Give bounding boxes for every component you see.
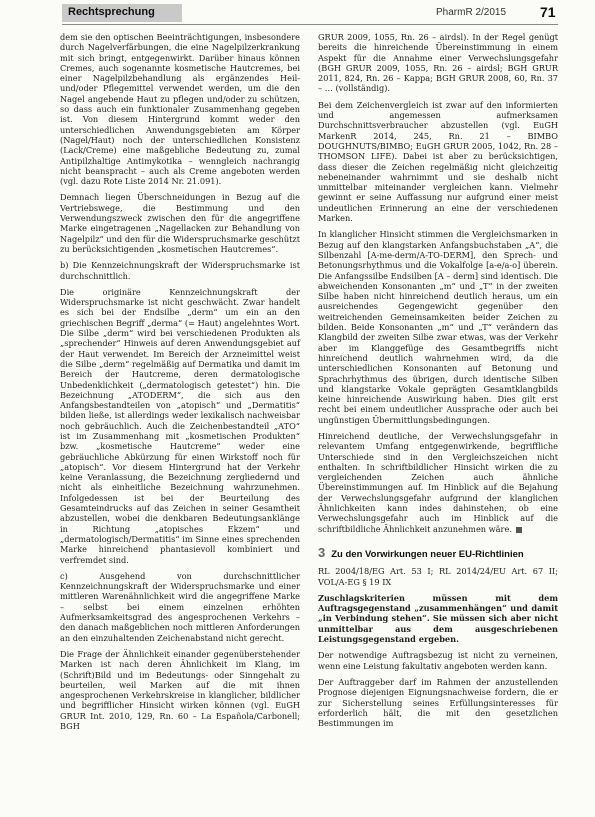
- paragraph: Die Frage der Ähnlichkeit einander gegenüberstehender Marken ist nach deren Ähnlichkeit im Klang, im (Schrift)Bild und im Bedeutungs- oder Sinngehalt zu beurteilen, weil Marken auf die mit ihnen angesprochenen Verkehrskreise in klanglicher, bildlicher und begrifflicher Hinsicht wirken können (vgl. EuGH GRUR Int. 2010, 129, Rn. 60 – La Española/Carbonell; BGH: [60, 648, 300, 731]
- paragraph: Demnach liegen Überschneidungen in Bezug auf die Vertriebswege, die Bestimmung und den Verwendungszweck zwischen den für die angegriffene Marke eingetragenen „Nagellacken zur Behandlung von Nagelpilz“ und den für die Widerspruchsmarke geschützt zu berücksichtigenden „kosmetischen Hautcremes“.: [60, 192, 300, 254]
- header-rule: [62, 24, 558, 25]
- right-column: [318, 32, 558, 734]
- page-number: 71: [540, 4, 556, 20]
- paragraph: In klanglicher Hinsicht stimmen die Vergleichsmarken in Bezug auf den klangstarken Anfangsbuchstaben „A“, die Silbenzahl [A-me-derm/A-TO-DERM], den Sprech- und Betonungsrhythmus und die Vokalfolge [a-e/a-o] überein. Die Anfangssilbe Endsilben [A – derm] sind identisch. Die abweichenden Konsonanten „m“ und „T“ in der zweiten Silbe haben nicht hinreichend deutlich heraus, um ein ausreichendes Gegengewicht gegenüber den weitreichenden Gemeinsamkeiten beider Zeichen zu bilden. Beide Konsonanten „m“ und „T“ verändern das Klangbild der zweiten Silbe zwar etwas, was der Verkehr aber im Klanggefüge des Gesamtbegriffs nicht hinreichend deutlich wahrnehmen wird, da die unterschiedlichen Konsonanten auf Betonung und Sprachrhythmus des übrigen, durch identische Silben und klangstarke Vokale geprägten Gesamtklangbilds keine hinreichende Auswirkung haben. Dies gilt erst recht bei einem undeutlicher Aussprache oder auch bei ungünstigen Übermittlungsbedingungen.: [318, 229, 558, 425]
- section-label: Rechtsprechung: [68, 6, 155, 18]
- legal-citation: RL 2004/18/EG Art. 53 I; RL 2014/24/EU Art. 67 II; VOL/A-EG § 19 IX: [318, 566, 558, 587]
- paragraph: Bei dem Zeichenvergleich ist zwar auf den informierten und angemessen aufmerksamen Durchschnittsverbraucher abzustellen (vgl. EuGH MarkenR 2014, 245, Rn. 21 – BIMBO DOUGHNUTS/BIMBO; EuGH GRUR 2005, 1042, Rn. 28 – THOMSON LIFE). Dabei ist aber zu berücksichtigen, dass dieser die Zeichen regelmäßig nicht gleichzeitig nebeneinander wahrnimmt und sie deshalb nicht unmittelbar miteinander vergleichen kann. Vielmehr gewinnt er seine Auffassung nur aufgrund einer meist undeutlichen Erinnerung an eine der verschiedenen Marken.: [318, 99, 558, 224]
- paragraph-text: Hinreichend deutliche, der Verwechslungsgefahr in relevantem Umfang entgegenwirkende, begriffliche Unterschiede sind in den Vergleichszeichen nicht enthalten. In schriftbildlicher Hinsicht wirken die zu vergleichenden Zeichen auch ähnliche Übereinstimmungen auf. Im Hinblick auf die Bejahung der Verwechslungsgefahr aufgrund der klanglichen Ähnlichkeiten kann indes dahinstehen, ob eine Verwechslungsgefahr auch im Hinblick auf die schriftbildliche Ähnlichkeit anzunehmen wäre.: [318, 430, 558, 534]
- paragraph: c) Ausgehend von durchschnittlicher Kennzeichnungskraft der Widerspruchsmarke und einer mittleren Warenähnlichkeit wird die angegriffene Marke – selbst bei einem einzelnen erhöhten Aufmerksamkeitsgrad des angesprochenen Verkehrs – den danach maßgeblichen noch mittleren Anforderungen an den einzuhaltenden Zeichenabstand nicht gerecht.: [60, 570, 300, 643]
- section-number: 3: [318, 544, 326, 560]
- paragraph: Der notwendige Auftragsbezug ist nicht zu verneinen, wenn eine Leistung fakultativ angeboten werden kann.: [318, 650, 558, 671]
- left-column: [60, 32, 300, 737]
- end-of-article-mark: [516, 527, 522, 533]
- paragraph: b) Die Kennzeichnungskraft der Widerspruchsmarke ist durchschnittlich.: [60, 260, 300, 281]
- leitsatz: Zuschlagskriterien müssen mit dem Auftragsgegenstand „zusammenhängen“ und damit „in Verbindung stehen“. Sie müssen sich aber nicht unmittelbar aus dem ausgeschriebenen Leistungsgegenstand ergeben.: [318, 592, 558, 645]
- section-heading: [318, 544, 558, 560]
- journal-reference: PharmR 2/2015: [436, 7, 507, 18]
- paragraph-last: [318, 431, 558, 534]
- paragraph: GRUR 2009, 1055, Rn. 26 – airdsl). In der Regel genügt bereits die hinreichende Übereinstimmung in einem Aspekt für die Annahme einer Verwechslungsgefahr (BGH GRUR 2009, 1055, Rn. 26 – airdsl; BGH GRUR 2011, 824, Rn. 26 – Kappa; BGH GRUR 2008, 60, Rn. 37 – … (vollständig).: [318, 32, 558, 94]
- paragraph: Der Auftraggeber darf im Rahmen der anzustellenden Prognose diejenigen Eignungsnachweise fordern, die er zur Sicherstellung seines Erfüllungsinteresses für erforderlich hält, die mit den gesetzlichen Bestimmungen im: [318, 676, 558, 729]
- paragraph: Die originäre Kennzeichnungskraft der Widerspruchsmarke ist nicht geschwächt. Zwar handelt es sich bei der Endsilbe „derm“ um ein an den griechischen Begriff „derma“ (= Haut) angelehntes Wort. Die Silbe „derm“ wird bei verschiedenen Produkten als „sprechender“ Hinweis auf deren Anwendungsgebiet auf der Haut verwendet. Im Bereich der Arzneimittel weist die Silbe „derm“ regelmäßig auf Dermatika und damit im Bereich der Hautcreme, deren dermatologische Unbedenklichkeit („dermatologisch getestet“) hin. Die Bezeichnung „ATODERM“, die sich aus den Anfangsbestandteilen von „atopisch“ und „Dermatitis“ bilden ließe, ist allerdings weder lexikalisch nachweisbar noch gebräuchlich. Auch die Zeichenbestandteil „ATO“ ist im Zusammenhang mit „kosmetischen Produkten“ bzw. „kosmetische Hautcreme“ weder eine gebräuchliche Abkürzung für einen Wirkstoff noch für „atopisch“. Vor diesem Hintergrund hat der Verkehr keine Veranlassung, die Bezeichnung zergliedernd und nicht als einheitliche Bezeichnung wahrzunehmen. Infolgedessen ist bei der Beurteilung des Gesamteindrucks auf das Zeichen in seiner Gesamtheit abzustellen, wobei die denkbaren Bedeutungsanklänge in Richtung „atopisches Ekzem“ und „dermatologisch/Dermatitis“ im Sinne eines sprechenden Marke hinreichend phantasievoll kombiniert und verfremdet sind.: [60, 286, 300, 565]
- section-title: Zu den Vorwirkungen neuer EU-Richtlinien: [331, 548, 524, 560]
- paragraph: dem sie den optischen Beeinträchtigungen, insbesondere durch Nagelverfärbungen, die eine Nagelpilzerkrankung mit sich bringt, entgegenwirkt. Darüber hinaus können Cremes, auch sogenannte kosmetische Hautcremes, bei einer Nagelpilzbehandlung als ergänzendes Heil- und/oder Pflegemittel verwendet werden, um die den Nagel angebende Haut zu pflegen und/oder zu schützen, so dass auch ein funktionaler Zusammenhang gegeben ist. Von diesem Hintergrund kommt weder den unterschiedlichen Anwendungsgebieten am Körper (Nagel/Haut) noch der unterschiedlichen Konsistenz (Lack/Creme) eine maßgebliche Bedeutung zu, zumal Antipilzhaltige Antimykotika – wenngleich nachrangig nicht beanspracht – auch als Creme angeboten werden (vgl. dazu Rote Liste 2014 Nr. 21.091).: [60, 32, 300, 187]
